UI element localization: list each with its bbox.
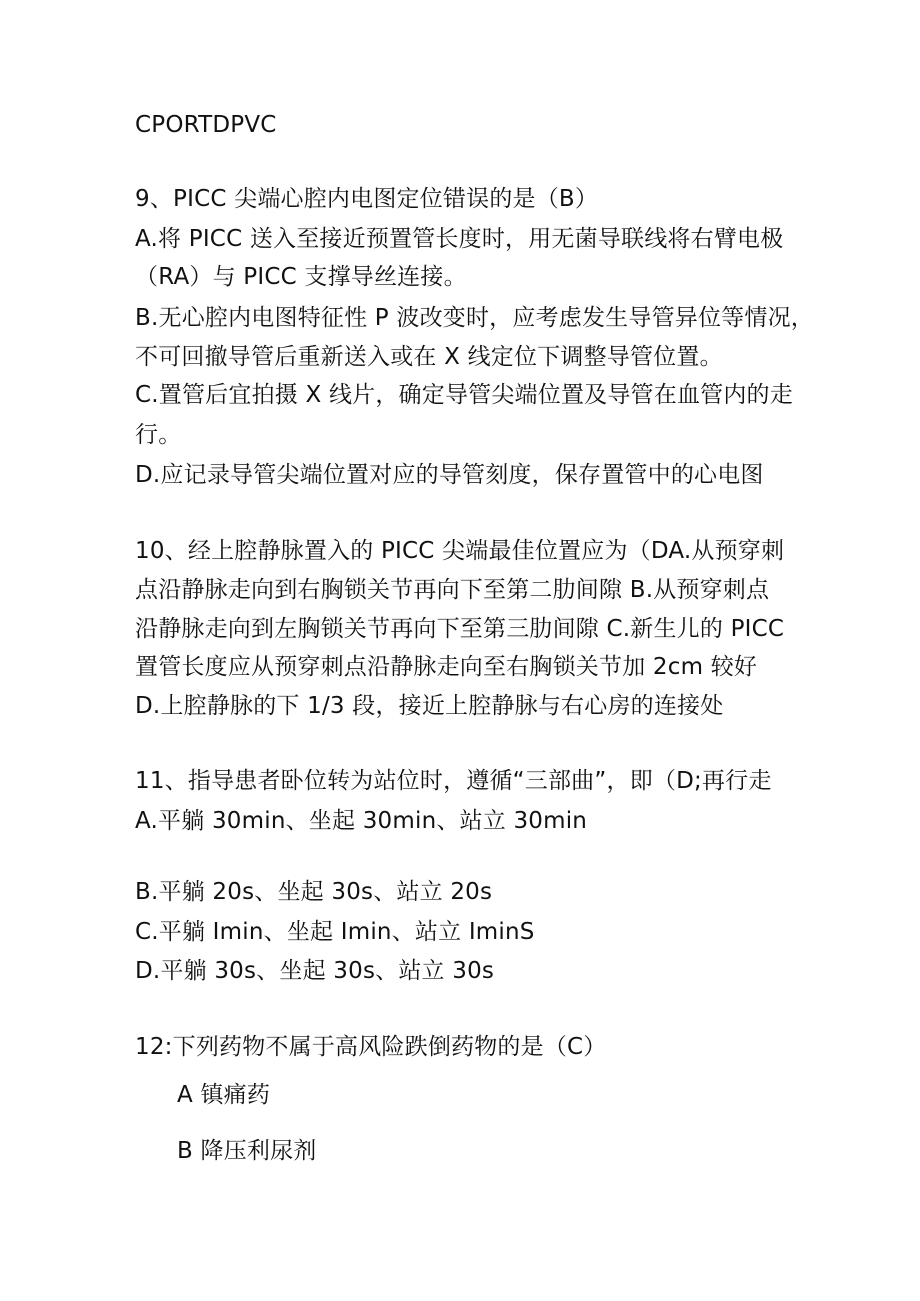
question-10-line: 沿静脉走向到左胸锁关节再向下至第三肋间隙 C.新生儿的 PICC	[135, 616, 785, 642]
question-12-option: B 降压利尿剂	[177, 1138, 317, 1164]
question-9-line: 行。	[135, 422, 182, 448]
question-10-line: D.上腔静脉的下 1/3 段，接近上腔静脉与右心房的连接处	[135, 693, 724, 719]
question-9-line: 不可回撤导管后重新送入或在 X 线定位下调整导管位置。	[135, 344, 723, 370]
question-9-line: D.应记录导管尖端位置对应的导管刻度，保存置管中的心电图	[135, 462, 764, 488]
header-code: CPORTDPVC	[135, 112, 277, 138]
question-11-line: A.平躺 30min、坐起 30min、站立 30min	[135, 808, 588, 834]
question-12-stem: 12:下列药物不属于高风险跌倒药物的是（C）	[135, 1034, 607, 1060]
question-10-line: 置管长度应从预穿刺点沿静脉走向至右胸锁关节加 2cm 较好	[135, 654, 758, 680]
question-11-option: D.平躺 30s、坐起 30s、站立 30s	[135, 958, 495, 984]
question-9-line: B.无心腔内电图特征性 P 波改变时，应考虑发生导管异位等情况，	[135, 305, 814, 331]
question-11-line: 11、指导患者卧位转为站位时，遵循“三部曲”，即（D;再行走	[135, 768, 772, 794]
question-11-option: C.平躺 Imin、坐起 Imin、站立 IminS	[135, 919, 535, 945]
question-9-line: C.置管后宜拍摄 X 线片，确定导管尖端位置及导管在血管内的走	[135, 382, 793, 408]
question-12-option: A 镇痛药	[177, 1082, 271, 1108]
question-9-line: （RA）与 PICC 支撑导丝连接。	[135, 264, 467, 290]
question-9-stem: 9、PICC 尖端心腔内电图定位错误的是（B）	[135, 186, 599, 212]
question-9-line: A.将 PICC 送入至接近预置管长度时，用无菌导联线将右臂电极	[135, 226, 784, 252]
question-11-option: B.平躺 20s、坐起 30s、站立 20s	[135, 879, 493, 905]
question-10-line: 10、经上腔静脉置入的 PICC 尖端最佳位置应为（DA.从预穿刺	[135, 538, 785, 564]
question-10-line: 点沿静脉走向到右胸锁关节再向下至第二肋间隙 B.从预穿刺点	[135, 577, 770, 603]
